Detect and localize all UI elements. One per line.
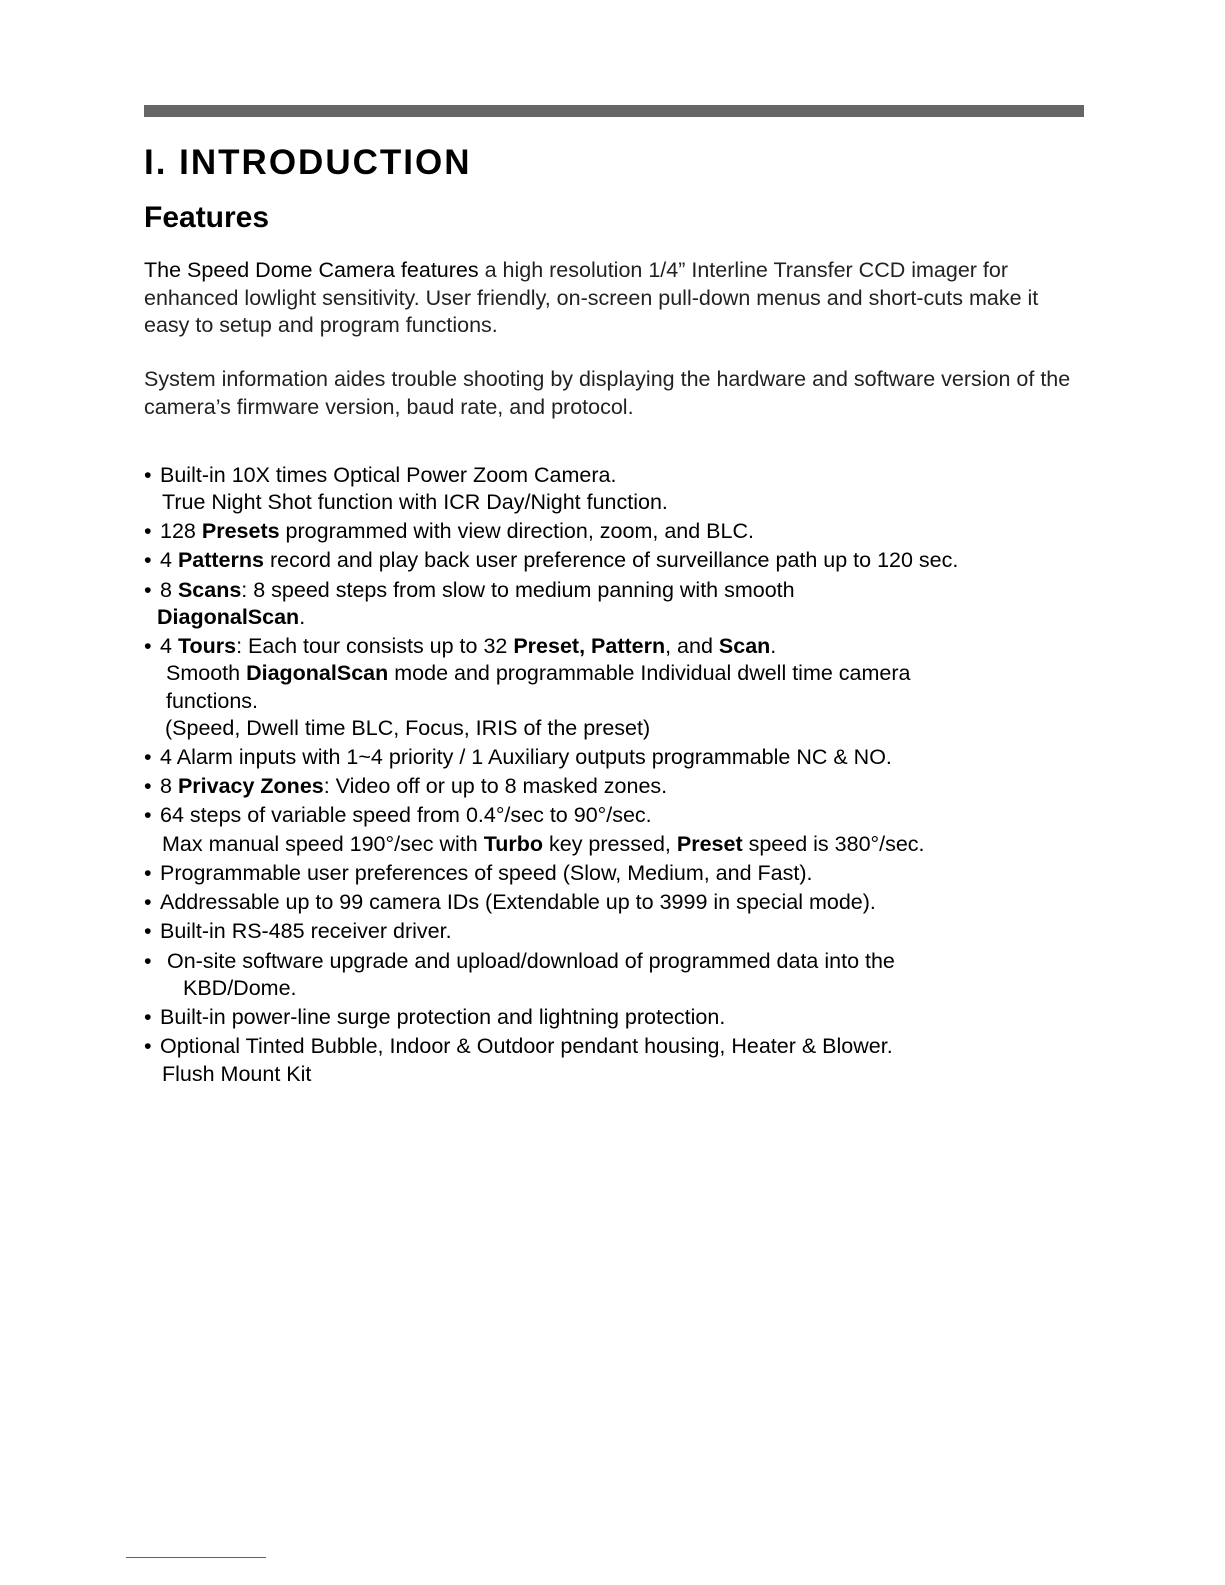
bullet-icon: • bbox=[144, 1034, 152, 1058]
feature-text: . bbox=[299, 605, 306, 629]
feature-text: 8 bbox=[160, 578, 178, 602]
feature-text: programmed with view direction, zoom, and BLC. bbox=[279, 519, 754, 543]
bullet-icon: • bbox=[144, 548, 152, 572]
feature-item bbox=[144, 918, 452, 945]
feature-keyword: Scan bbox=[718, 634, 771, 658]
bullet-icon: • bbox=[144, 745, 152, 769]
intro-paragraph bbox=[144, 257, 1084, 340]
feature-text: 4 bbox=[160, 548, 178, 572]
feature-keyword: Preset, Pattern bbox=[513, 634, 666, 658]
feature-continuation bbox=[157, 604, 305, 631]
feature-item bbox=[144, 1004, 725, 1031]
feature-text: speed is 380°/sec. bbox=[742, 832, 925, 856]
intro-lead: The Speed Dome Camera features bbox=[144, 258, 479, 282]
feature-item bbox=[144, 1033, 893, 1060]
feature-item bbox=[144, 948, 895, 975]
feature-continuation: KBD/Dome. bbox=[183, 976, 297, 1000]
feature-text: Built-in power-line surge protection and lightning protection. bbox=[160, 1005, 726, 1029]
feature-text: Max manual speed 190°/sec with bbox=[162, 832, 484, 856]
feature-item bbox=[144, 860, 812, 887]
bullet-icon: • bbox=[144, 890, 152, 914]
feature-continuation: True Night Shot function with ICR Day/Night function. bbox=[162, 490, 668, 514]
feature-keyword: Privacy Zones bbox=[177, 774, 324, 798]
feature-item bbox=[144, 462, 616, 489]
intro-rest: a high resolution 1/4” Interline Transfer CCD imager for enhanced lowlight sensitivity. User friendly, on-screen pull-down menus and short-cuts make it easy to setup and program functions. bbox=[144, 258, 1039, 337]
feature-item bbox=[144, 802, 652, 829]
feature-text: key pressed, bbox=[543, 832, 677, 856]
bullet-icon: • bbox=[144, 803, 152, 827]
feature-keyword: Presets bbox=[201, 519, 280, 543]
chapter-title: I. INTRODUCTION bbox=[144, 143, 472, 182]
feature-text: record and play back user preference of surveillance path up to 120 sec. bbox=[263, 548, 959, 572]
feature-item bbox=[144, 773, 667, 800]
feature-keyword: Preset bbox=[676, 832, 743, 856]
bullet-icon: • bbox=[144, 1005, 152, 1029]
feature-text: : Video off or up to 8 masked zones. bbox=[323, 774, 668, 798]
feature-keyword: Scans bbox=[177, 578, 242, 602]
feature-text: 4 bbox=[160, 634, 178, 658]
feature-item bbox=[144, 744, 892, 771]
feature-keyword: Tours bbox=[177, 634, 237, 658]
feature-text: Addressable up to 99 camera IDs (Extendable up to 3999 in special mode). bbox=[160, 890, 876, 914]
bullet-icon: • bbox=[144, 774, 152, 798]
feature-text: Smooth bbox=[166, 661, 247, 685]
feature-item bbox=[144, 518, 754, 545]
feature-keyword: DiagonalScan bbox=[246, 661, 389, 685]
bullet-icon: • bbox=[144, 519, 152, 543]
feature-text: On-site software upgrade and upload/download of programmed data into the bbox=[167, 949, 895, 973]
section-title: Features bbox=[144, 201, 270, 234]
feature-text: Optional Tinted Bubble, Indoor & Outdoor pendant housing, Heater & Blower. bbox=[160, 1034, 893, 1058]
feature-text: : Each tour consists up to 32 bbox=[236, 634, 514, 658]
feature-text: Programmable user preferences of speed (Slow, Medium, and Fast). bbox=[160, 861, 813, 885]
bullet-icon: • bbox=[144, 634, 152, 658]
feature-text: . bbox=[770, 634, 777, 658]
header-rule bbox=[144, 105, 1084, 117]
feature-text: mode and programmable Individual dwell time camera bbox=[388, 661, 911, 685]
feature-text: Built-in 10X times Optical Power Zoom Camera. bbox=[160, 463, 617, 487]
feature-item bbox=[144, 889, 876, 916]
feature-text: 64 steps of variable speed from 0.4°/sec to 90°/sec. bbox=[160, 803, 652, 827]
feature-text: 8 bbox=[160, 774, 178, 798]
feature-item bbox=[144, 633, 776, 660]
feature-text: : 8 speed steps from slow to medium panning with smooth bbox=[241, 578, 795, 602]
feature-keyword: DiagonalScan bbox=[157, 605, 300, 629]
bullet-icon: • bbox=[144, 919, 152, 943]
feature-continuation: functions. bbox=[166, 689, 259, 713]
feature-item bbox=[144, 577, 795, 604]
system-info-paragraph: System information aides trouble shooting by displaying the hardware and software version of the camera’s firmware version, baud rate, and protocol. bbox=[144, 367, 1071, 419]
feature-text: 4 Alarm inputs with 1~4 priority / 1 Auxiliary outputs programmable NC & NO. bbox=[160, 745, 892, 769]
feature-continuation: Flush Mount Kit bbox=[162, 1062, 312, 1086]
bullet-icon: • bbox=[144, 463, 152, 487]
feature-text: , and bbox=[665, 634, 719, 658]
feature-continuation bbox=[166, 660, 911, 687]
feature-keyword: Patterns bbox=[177, 548, 264, 572]
feature-keyword: Turbo bbox=[483, 832, 544, 856]
footnote-separator bbox=[126, 1557, 266, 1558]
feature-text: Built-in RS-485 receiver driver. bbox=[160, 919, 452, 943]
feature-item bbox=[144, 547, 958, 574]
feature-continuation: (Speed, Dwell time BLC, Focus, IRIS of the preset) bbox=[165, 716, 651, 740]
feature-text: 128 bbox=[160, 519, 202, 543]
bullet-icon: • bbox=[144, 949, 152, 973]
bullet-icon: • bbox=[144, 578, 152, 602]
feature-continuation bbox=[162, 831, 925, 858]
bullet-icon: • bbox=[144, 861, 152, 885]
